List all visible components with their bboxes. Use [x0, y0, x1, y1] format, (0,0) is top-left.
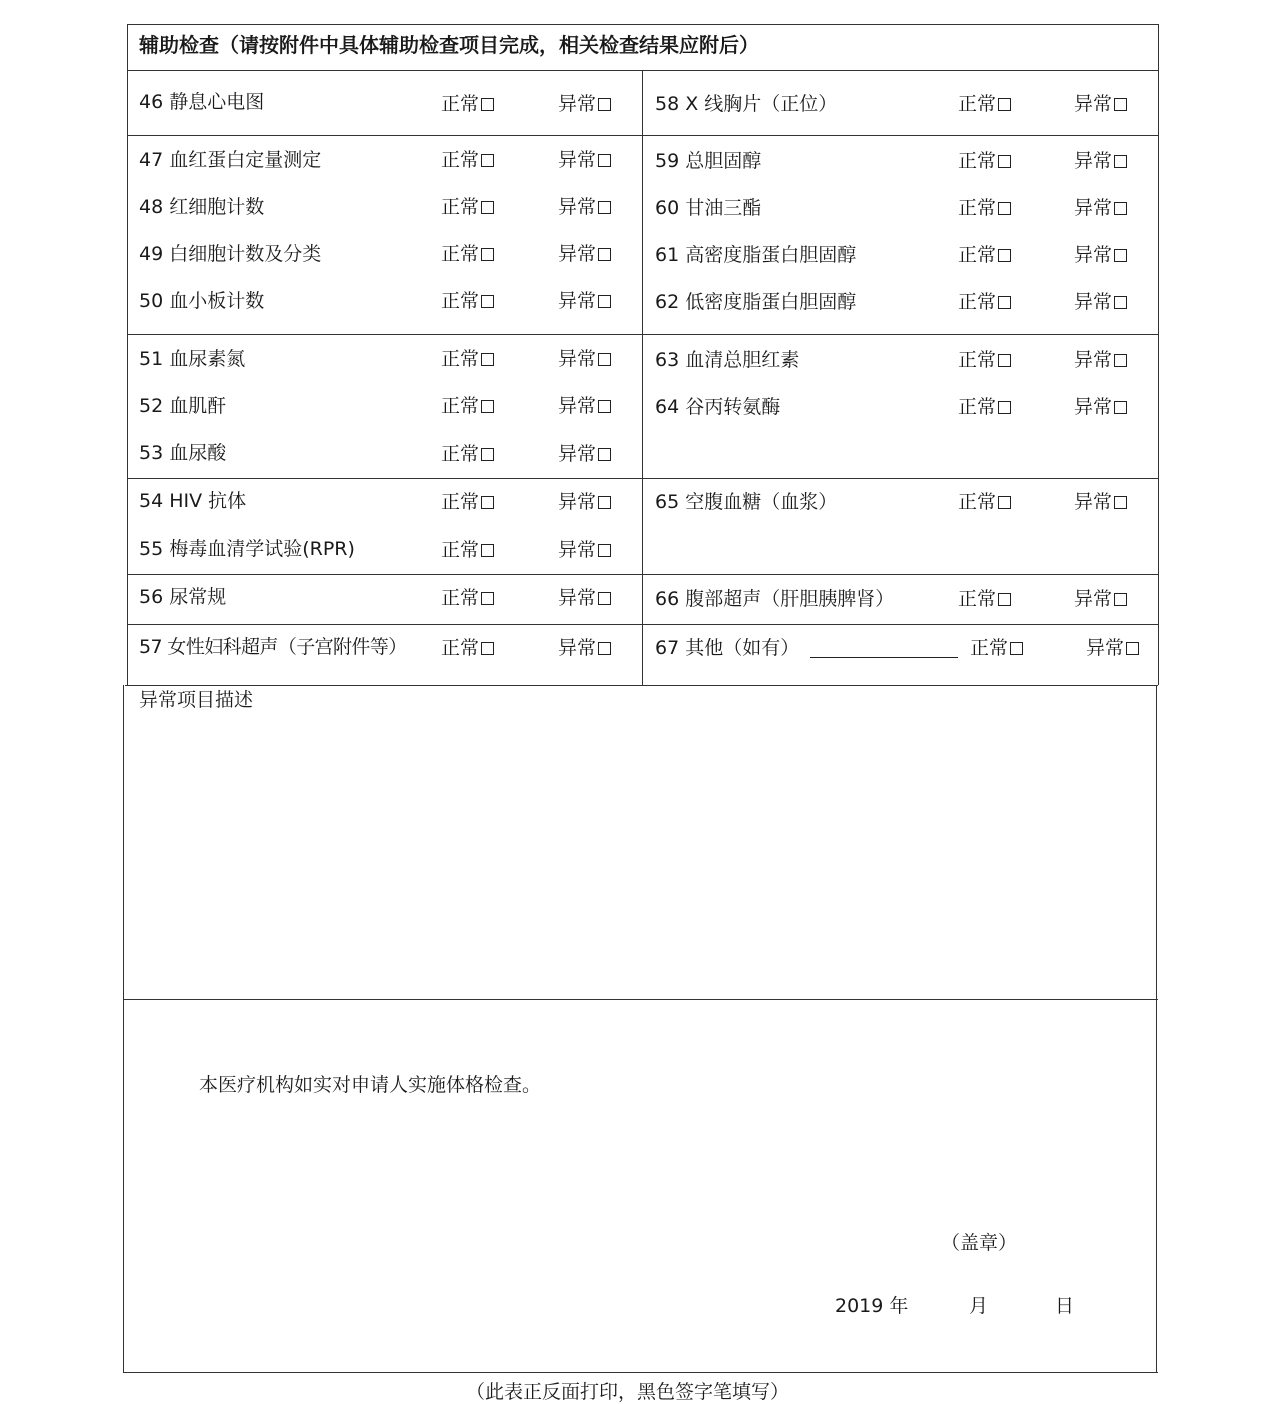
checkbox-square-icon [998, 496, 1011, 509]
abnormal-checkbox[interactable] [558, 243, 611, 265]
row-divider [127, 478, 1159, 479]
checkbox-square-icon [1114, 401, 1127, 414]
checkbox-square-icon [598, 496, 611, 509]
column-divider [642, 70, 643, 685]
normal-label: 正常 [958, 93, 997, 115]
normal-label: 正常 [441, 637, 480, 659]
checkbox-square-icon [1114, 296, 1127, 309]
abnormal-checkbox[interactable] [1074, 396, 1127, 418]
abnormal-checkbox[interactable] [558, 491, 611, 513]
exam-item-label: 51 血尿素氮 [139, 348, 246, 370]
normal-checkbox[interactable] [441, 637, 494, 659]
abnormal-label: 异常 [558, 93, 597, 115]
abnormal-label: 异常 [558, 395, 597, 417]
normal-checkbox[interactable] [970, 637, 1023, 659]
exam-item-label: 62 低密度脂蛋白胆固醇 [655, 291, 857, 313]
row-divider [127, 574, 1159, 575]
table-right-border-lower [1156, 685, 1157, 1372]
normal-label: 正常 [958, 197, 997, 219]
abnormal-checkbox[interactable] [1074, 588, 1127, 610]
abnormal-label: 异常 [1074, 93, 1113, 115]
normal-checkbox[interactable] [958, 197, 1011, 219]
abnormal-checkbox[interactable] [558, 587, 611, 609]
normal-checkbox[interactable] [958, 491, 1011, 513]
exam-item-label: 52 血肌酐 [139, 395, 227, 417]
exam-item-label: 49 白细胞计数及分类 [139, 243, 322, 265]
exam-item-label: 56 尿常规 [139, 586, 227, 608]
checkbox-square-icon [1114, 98, 1127, 111]
normal-label: 正常 [441, 243, 480, 265]
table-top-border [127, 24, 1159, 25]
abnormal-checkbox[interactable] [558, 348, 611, 370]
normal-label: 正常 [958, 396, 997, 418]
exam-item-label: 63 血清总胆红素 [655, 349, 800, 371]
abnormal-checkbox[interactable] [558, 539, 611, 561]
normal-label: 正常 [441, 587, 480, 609]
normal-label: 正常 [958, 349, 997, 371]
abnormal-label: 异常 [1074, 197, 1113, 219]
abnormal-label: 异常 [1074, 349, 1113, 371]
checkbox-square-icon [481, 353, 494, 366]
normal-label: 正常 [958, 244, 997, 266]
abnormal-checkbox[interactable] [1074, 93, 1127, 115]
header-row-divider [127, 70, 1159, 71]
abnormal-checkbox[interactable] [1074, 244, 1127, 266]
checkbox-square-icon [481, 400, 494, 413]
abnormal-label: 异常 [1074, 396, 1113, 418]
checkbox-square-icon [481, 544, 494, 557]
normal-label: 正常 [970, 637, 1009, 659]
normal-label: 正常 [441, 93, 480, 115]
exam-item-label: 60 甘油三酯 [655, 197, 762, 219]
checkbox-square-icon [998, 593, 1011, 606]
row-divider [127, 334, 1159, 335]
date-month: 月 [969, 1295, 989, 1317]
exam-item-label: 66 腹部超声（肝胆胰脾肾） [655, 588, 895, 610]
abnormal-label: 异常 [558, 196, 597, 218]
abnormal-label: 异常 [1074, 291, 1113, 313]
checkbox-square-icon [598, 201, 611, 214]
normal-label: 正常 [441, 491, 480, 513]
normal-checkbox[interactable] [958, 93, 1011, 115]
normal-checkbox[interactable] [958, 291, 1011, 313]
checkbox-square-icon [598, 544, 611, 557]
normal-checkbox[interactable] [441, 539, 494, 561]
exam-item-label: 59 总胆固醇 [655, 150, 762, 172]
abnormal-label: 异常 [558, 587, 597, 609]
checkbox-square-icon [998, 401, 1011, 414]
abnormal-checkbox[interactable] [558, 637, 611, 659]
abnormal-checkbox[interactable] [558, 93, 611, 115]
abnormal-description-field[interactable] [127, 720, 1155, 995]
normal-checkbox[interactable] [441, 243, 494, 265]
exam-item-label: 57 女性妇科超声（子宫附件等） [139, 636, 407, 658]
checkbox-square-icon [598, 154, 611, 167]
normal-checkbox[interactable] [958, 588, 1011, 610]
checkbox-square-icon [1010, 642, 1023, 655]
checkbox-square-icon [598, 448, 611, 461]
checkbox-square-icon [481, 496, 494, 509]
checkbox-square-icon [1114, 202, 1127, 215]
checkbox-square-icon [481, 201, 494, 214]
abnormal-checkbox[interactable] [1074, 491, 1127, 513]
checkbox-square-icon [481, 295, 494, 308]
normal-label: 正常 [441, 149, 480, 171]
abnormal-label: 异常 [1074, 588, 1113, 610]
seal-label: （盖章） [941, 1232, 1018, 1254]
exam-item-label: 55 梅毒血清学试验(RPR) [139, 538, 355, 560]
abnormal-checkbox[interactable] [558, 395, 611, 417]
exam-item-label: 47 血红蛋白定量测定 [139, 149, 322, 171]
abnormal-checkbox[interactable] [558, 196, 611, 218]
checkbox-square-icon [1114, 354, 1127, 367]
normal-label: 正常 [958, 291, 997, 313]
table-bottom-border [123, 1372, 1158, 1373]
exam-item-label: 58 X 线胸片（正位） [655, 93, 838, 115]
checkbox-square-icon [998, 354, 1011, 367]
checkbox-square-icon [598, 353, 611, 366]
abnormal-checkbox[interactable] [1074, 349, 1127, 371]
checkbox-square-icon [1126, 642, 1139, 655]
exam-item-label: 64 谷丙转氨酶 [655, 396, 781, 418]
normal-checkbox[interactable] [441, 290, 494, 312]
abnormal-description-label: 异常项目描述 [139, 689, 254, 711]
exam-item-label: 61 高密度脂蛋白胆固醇 [655, 244, 857, 266]
abnormal-checkbox[interactable] [558, 443, 611, 465]
checkbox-square-icon [1114, 249, 1127, 262]
table-left-border-lower [123, 685, 124, 1372]
normal-checkbox[interactable] [441, 443, 494, 465]
abnormal-label: 异常 [558, 443, 597, 465]
checkbox-square-icon [598, 98, 611, 111]
row-divider [127, 135, 1159, 136]
normal-label: 正常 [958, 491, 997, 513]
normal-checkbox[interactable] [958, 396, 1011, 418]
normal-checkbox[interactable] [441, 491, 494, 513]
description-top-border [125, 685, 1158, 686]
footer-note: （此表正反面打印，黑色签字笔填写） [466, 1381, 790, 1403]
exam-item-label: 65 空腹血糖（血浆） [655, 491, 838, 513]
checkbox-square-icon [998, 202, 1011, 215]
checkbox-square-icon [481, 98, 494, 111]
exam-item-label: 53 血尿酸 [139, 442, 227, 464]
checkbox-square-icon [481, 448, 494, 461]
normal-label: 正常 [441, 395, 480, 417]
normal-checkbox[interactable] [441, 587, 494, 609]
row-divider [127, 624, 1159, 625]
checkbox-square-icon [1114, 155, 1127, 168]
statement-top-border [123, 999, 1158, 1000]
normal-label: 正常 [441, 443, 480, 465]
section-title: 辅助检查（请按附件中具体辅助检查项目完成，相关检查结果应附后） [139, 33, 759, 57]
abnormal-label: 异常 [558, 491, 597, 513]
checkbox-square-icon [1114, 593, 1127, 606]
abnormal-label: 异常 [1086, 637, 1125, 659]
normal-checkbox[interactable] [441, 395, 494, 417]
normal-checkbox[interactable] [441, 348, 494, 370]
normal-label: 正常 [441, 290, 480, 312]
table-left-border [127, 24, 128, 685]
abnormal-label: 异常 [558, 539, 597, 561]
abnormal-checkbox[interactable] [1086, 637, 1139, 659]
checkbox-square-icon [998, 155, 1011, 168]
checkbox-square-icon [481, 154, 494, 167]
abnormal-label: 异常 [558, 290, 597, 312]
exam-item-label: 54 HIV 抗体 [139, 490, 247, 512]
abnormal-label: 异常 [1074, 491, 1113, 513]
checkbox-square-icon [481, 592, 494, 605]
normal-label: 正常 [958, 150, 997, 172]
abnormal-checkbox[interactable] [1074, 150, 1127, 172]
checkbox-square-icon [481, 248, 494, 261]
abnormal-label: 异常 [558, 637, 597, 659]
exam-item-label: 48 红细胞计数 [139, 196, 265, 218]
checkbox-square-icon [998, 98, 1011, 111]
normal-checkbox[interactable] [958, 244, 1011, 266]
checkbox-square-icon [481, 642, 494, 655]
abnormal-label: 异常 [1074, 244, 1113, 266]
normal-checkbox[interactable] [958, 150, 1011, 172]
abnormal-label: 异常 [558, 348, 597, 370]
normal-label: 正常 [958, 588, 997, 610]
normal-checkbox[interactable] [441, 196, 494, 218]
normal-label: 正常 [441, 348, 480, 370]
abnormal-checkbox[interactable] [1074, 197, 1127, 219]
checkbox-square-icon [598, 295, 611, 308]
abnormal-checkbox[interactable] [558, 290, 611, 312]
normal-label: 正常 [441, 196, 480, 218]
normal-label: 正常 [441, 539, 480, 561]
other-item-input[interactable] [810, 657, 958, 658]
checkbox-square-icon [1114, 496, 1127, 509]
abnormal-checkbox[interactable] [1074, 291, 1127, 313]
exam-item-label: 67 其他（如有） [655, 637, 800, 659]
abnormal-label: 异常 [558, 149, 597, 171]
normal-checkbox[interactable] [441, 93, 494, 115]
exam-item-label: 46 静息心电图 [139, 91, 265, 113]
exam-item-label: 50 血小板计数 [139, 290, 265, 312]
table-right-border [1158, 24, 1159, 685]
checkbox-square-icon [598, 248, 611, 261]
abnormal-label: 异常 [558, 243, 597, 265]
certification-statement: 本医疗机构如实对申请人实施体格检查。 [199, 1074, 542, 1096]
checkbox-square-icon [998, 249, 1011, 262]
date-day: 日 [1055, 1295, 1075, 1317]
normal-checkbox[interactable] [958, 349, 1011, 371]
checkbox-square-icon [598, 592, 611, 605]
checkbox-square-icon [998, 296, 1011, 309]
checkbox-square-icon [598, 400, 611, 413]
abnormal-checkbox[interactable] [558, 149, 611, 171]
normal-checkbox[interactable] [441, 149, 494, 171]
abnormal-label: 异常 [1074, 150, 1113, 172]
checkbox-square-icon [598, 642, 611, 655]
date-year: 2019 年 [835, 1295, 909, 1317]
